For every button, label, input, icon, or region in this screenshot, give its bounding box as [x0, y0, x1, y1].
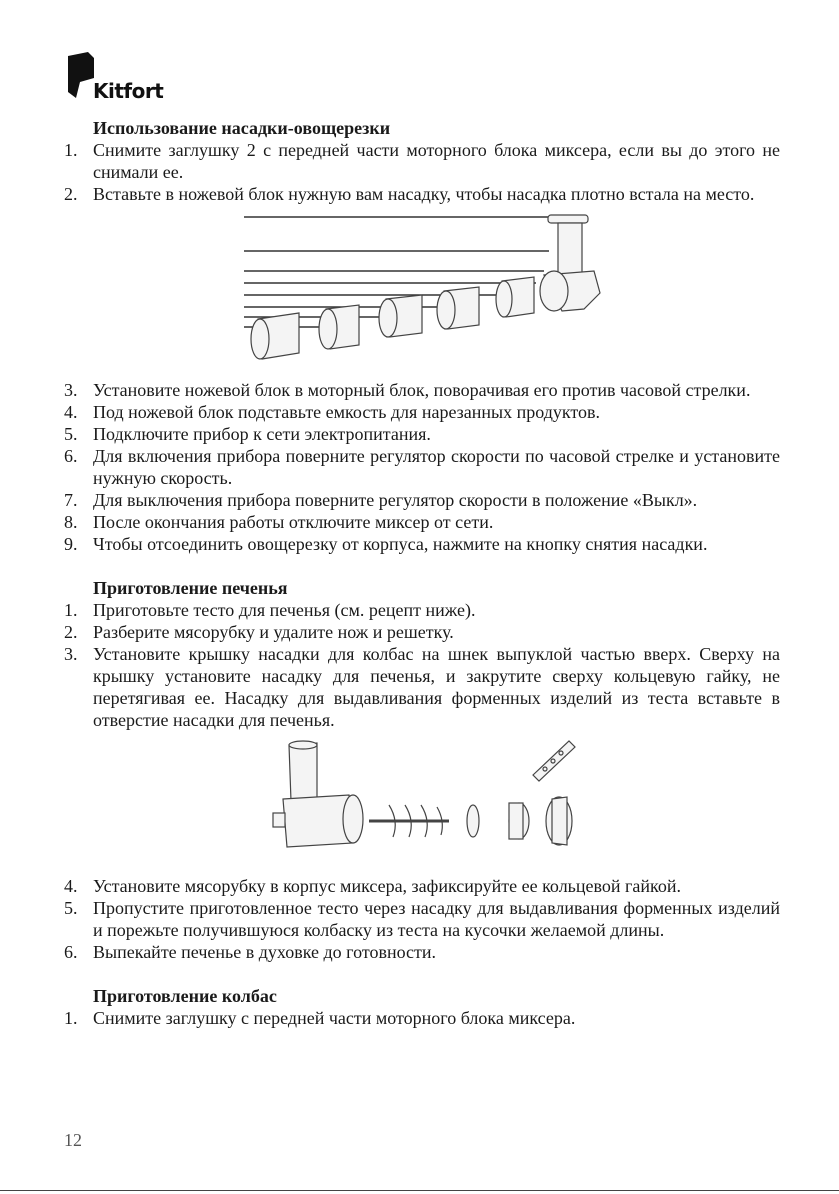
- instruction-list: [64, 875, 780, 963]
- vegetable-cutter-illustration: [244, 213, 614, 373]
- list-item-number: 6.: [64, 942, 78, 962]
- list-item: [64, 1007, 780, 1029]
- page-number: 12: [64, 1130, 82, 1150]
- list-item-number: 2.: [64, 184, 78, 204]
- instruction-list: [64, 1007, 780, 1029]
- list-item-text: Установите мясорубку в корпус миксера, зафиксируйте ее кольцевой гайкой.: [93, 876, 681, 896]
- list-item-number: 6.: [64, 446, 78, 466]
- brand-logo: [66, 52, 176, 104]
- list-item-number: 8.: [64, 512, 78, 532]
- list-item-text: Под ножевой блок подставьте емкость для нарезанных продуктов.: [93, 402, 601, 422]
- list-item-text: Пропустите приготовленное тесто через насадку для выдавливания форменных изделий и порежьте получившуюся колбаску из теста на кусочки желаемой длины.: [93, 898, 780, 940]
- list-item-number: 1.: [64, 140, 78, 160]
- list-item-number: 4.: [64, 876, 78, 896]
- instruction-list: [64, 599, 780, 731]
- list-item-text: Установите крышку насадки для колбас на шнек выпуклой частью вверх. Сверху на крышку установите насадку для печенья, и закрутите сверху кольцевую гайку, не перетягивая ее. Насадку для выдавливания форменных изделий из теста вставьте в отверстие насадки для печенья.: [93, 644, 780, 730]
- brand-name: Kitfort: [93, 79, 164, 103]
- list-item: [64, 599, 780, 621]
- list-item: [64, 445, 780, 489]
- list-item-number: 5.: [64, 898, 78, 918]
- meat-grinder-parts-illustration: [269, 739, 589, 869]
- list-item-number: 3.: [64, 380, 78, 400]
- list-item-text: Снимите заглушку 2 с передней части моторного блока миксера, если вы до этого не снимали ее.: [93, 140, 780, 182]
- section-title-cookies: Приготовление печенья: [93, 578, 288, 598]
- list-item: [64, 139, 780, 183]
- list-item: [64, 511, 780, 533]
- list-item-number: 1.: [64, 600, 78, 620]
- list-item-text: Для выключения прибора поверните регулятор скорости в положение «Выкл».: [93, 490, 698, 510]
- list-item-text: Установите ножевой блок в моторный блок, поворачивая его против часовой стрелки.: [93, 380, 751, 400]
- list-item-number: 5.: [64, 424, 78, 444]
- list-item-text: Разберите мясорубку и удалите нож и решетку.: [93, 622, 454, 642]
- list-item-number: 1.: [64, 1008, 78, 1028]
- list-item: [64, 533, 780, 555]
- list-item: [64, 423, 780, 445]
- list-item: [64, 621, 780, 643]
- list-item-number: 3.: [64, 644, 78, 664]
- page-content: [64, 117, 780, 1029]
- list-item: [64, 875, 780, 897]
- list-item-text: Подключите прибор к сети электропитания.: [93, 424, 431, 444]
- list-item-text: Выпекайте печенье в духовке до готовности.: [93, 942, 437, 962]
- list-item-text: Снимите заглушку с передней части моторного блока миксера.: [93, 1008, 576, 1028]
- list-item: [64, 183, 780, 205]
- list-item: [64, 897, 780, 941]
- list-item-text: Чтобы отсоединить овощерезку от корпуса, нажмите на кнопку снятия насадки.: [93, 534, 708, 554]
- page-divider: [0, 1190, 839, 1191]
- instruction-list: [64, 139, 780, 205]
- list-item: [64, 401, 780, 423]
- kitfort-logo-icon: [66, 52, 96, 100]
- list-item-text: Вставьте в ножевой блок нужную вам насадку, чтобы насадка плотно встала на место.: [93, 184, 755, 204]
- list-item-text: Приготовьте тесто для печенья (см. рецепт ниже).: [93, 600, 476, 620]
- list-item: [64, 941, 780, 963]
- instruction-list: [64, 379, 780, 555]
- list-item: [64, 489, 780, 511]
- list-item-text: Для включения прибора поверните регулятор скорости по часовой стрелке и установите нужную скорость.: [93, 446, 780, 488]
- list-item-number: 4.: [64, 402, 78, 422]
- section-title-vegetable-cutter: Использование насадки-овощерезки: [93, 118, 391, 138]
- list-item: [64, 643, 780, 731]
- list-item: [64, 379, 780, 401]
- list-item-number: 7.: [64, 490, 78, 510]
- list-item-text: После окончания работы отключите миксер от сети.: [93, 512, 494, 532]
- list-item-number: 9.: [64, 534, 78, 554]
- list-item-number: 2.: [64, 622, 78, 642]
- section-title-sausages: Приготовление колбас: [93, 986, 277, 1006]
